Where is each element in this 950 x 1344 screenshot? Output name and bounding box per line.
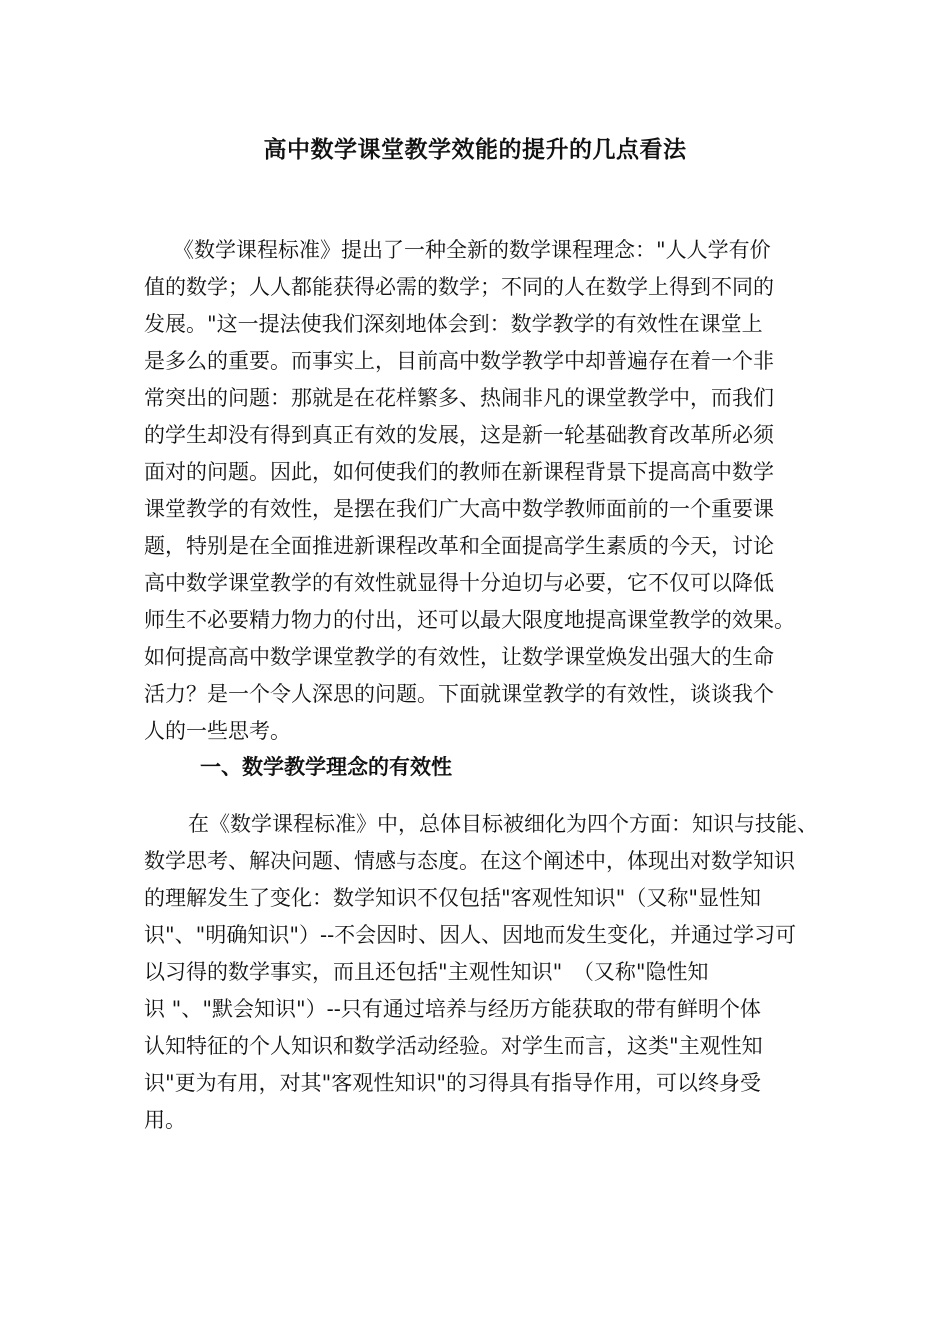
text-line: 的理解发生了变化：数学知识不仅包括"客观性知识"（又称"显性知 <box>144 886 761 910</box>
text-line: 的学生却没有得到真正有效的发展，这是新一轮基础教育改革所必须 <box>144 423 774 447</box>
text-line: 值的数学；人人都能获得必需的数学；不同的人在数学上得到不同的 <box>144 275 774 299</box>
text-line: 如何提高高中数学课堂教学的有效性，让数学课堂焕发出强大的生命 <box>144 645 774 669</box>
document-title: 高中数学课堂教学效能的提升的几点看法 <box>263 136 687 163</box>
text-line: 用。 <box>144 1108 186 1132</box>
text-line: 识 "、"默会知识"）--只有通过培养与经历方能获取的带有鲜明个体 <box>144 997 761 1021</box>
text-line: 发展。"这一提法使我们深刻地体会到：数学教学的有效性在课堂上 <box>144 312 763 336</box>
text-line: 识"、"明确知识"）--不会因时、因人、因地而发生变化，并通过学习可 <box>144 923 797 947</box>
text-line: 数学思考、解决问题、情感与态度。在这个阐述中，体现出对数学知识 <box>144 849 795 873</box>
text-line: 认知特征的个人知识和数学活动经验。对学生而言，这类"主观性知 <box>144 1034 763 1058</box>
text-line: 面对的问题。因此，如何使我们的教师在新课程背景下提高高中数学 <box>144 460 774 484</box>
section-heading: 一、数学教学理念的有效性 <box>200 754 452 779</box>
text-line: 是多么的重要。而事实上，目前高中数学教学中却普遍存在着一个非 <box>144 349 774 373</box>
text-line: 《数学课程标准》提出了一种全新的数学课程理念："人人学有价 <box>173 238 771 262</box>
text-line: 识"更为有用，对其"客观性知识"的习得具有指导作用，可以终身受 <box>144 1071 761 1095</box>
text-line: 人的一些思考。 <box>144 719 291 743</box>
text-line: 以习得的数学事实，而且还包括"主观性知识" （又称"隐性知 <box>144 960 709 984</box>
text-line: 题，特别是在全面推进新课程改革和全面提高学生素质的今天，讨论 <box>144 534 774 558</box>
text-line: 常突出的问题：那就是在花样繁多、热闹非凡的课堂教学中，而我们 <box>144 386 774 410</box>
text-line: 课堂教学的有效性，是摆在我们广大高中数学教师面前的一个重要课 <box>144 497 774 521</box>
text-line: 高中数学课堂教学的有效性就显得十分迫切与必要，它不仅可以降低 <box>144 571 774 595</box>
text-line: 师生不必要精力物力的付出，还可以最大限度地提高课堂教学的效果。 <box>144 608 795 632</box>
text-line: 在《数学课程标准》中，总体目标被细化为四个方面：知识与技能、 <box>188 812 818 836</box>
text-line: 活力？是一个令人深思的问题。下面就课堂教学的有效性，谈谈我个 <box>144 682 774 706</box>
